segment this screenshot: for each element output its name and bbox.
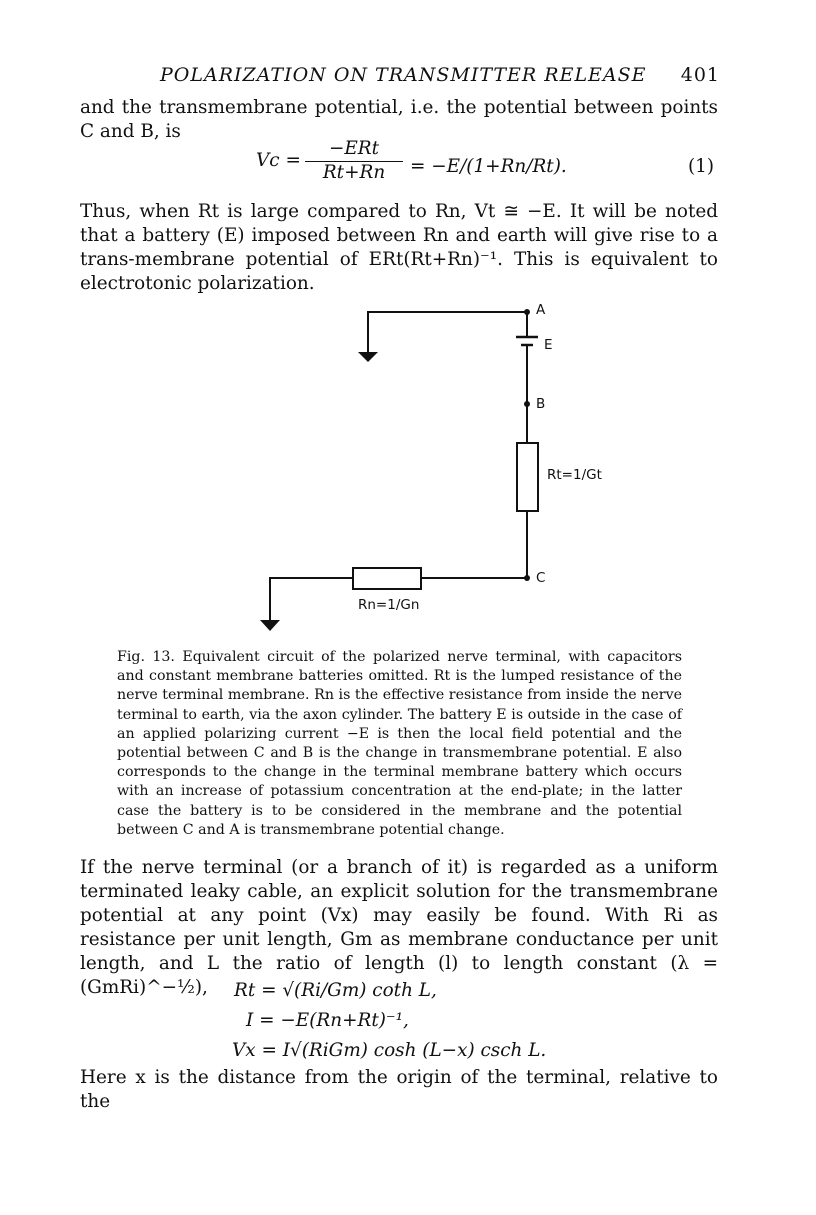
wire-top bbox=[368, 312, 527, 352]
node-b bbox=[524, 401, 530, 407]
paragraph-cable: If the nerve terminal (or a branch of it) is regarded as a uniform terminated leaky cable, an explicit solution for the transmembrane potential at any point (Vx) may easily be found. With Ri as resistance per unit length, Gm as membrane conductance per unit length, and L the ratio of length (l) to length constant (λ = (GmRi)^−½), bbox=[80, 857, 718, 998]
label-resistor-rt: Rt=1/Gt bbox=[547, 467, 602, 483]
paragraph-here: Here x is the distance from the origin of the terminal, relative to the bbox=[80, 1067, 718, 1112]
ground-arrow-bottom bbox=[260, 620, 280, 631]
page-number: 401 bbox=[680, 64, 720, 86]
label-resistor-rn: Rn=1/Gn bbox=[358, 597, 420, 613]
equation-1-rhs: = −E/(1+Rn/Rt). bbox=[410, 156, 567, 177]
ground-arrow-top bbox=[358, 352, 378, 362]
resistor-rt bbox=[517, 443, 538, 511]
label-node-a: A bbox=[536, 302, 546, 318]
label-battery-e: E bbox=[544, 337, 553, 353]
resistor-rn bbox=[353, 568, 421, 589]
equation-vx: Vx = I√(RiGm) cosh (L−x) csch L. bbox=[232, 1040, 547, 1061]
node-c bbox=[524, 575, 530, 581]
equation-current: I = −E(Rn+Rt)⁻¹, bbox=[246, 1010, 409, 1031]
figure-caption: Fig. 13. Equivalent circuit of the polarized nerve terminal, with capacitors and constant membrane batteries omitted. Rt is the lumped resistance of the nerve terminal membrane. Rn is the effective resistance from inside the nerve terminal to earth, via the axon cylinder. The battery E is outside in the case of an applied polarizing current −E is then the local field potential and the potential between C and B is the change in transmembrane potential. E also corresponds to the change in the terminal membrane battery which occurs with an increase of potassium concentration at the end-plate; in the latter case the battery is to be considered in the membrane and the potential between C and A is transmembrane potential change. bbox=[117, 649, 682, 838]
paragraph-thus: Thus, when Rt is large compared to Rn, Vt ≅ −E. It will be noted that a battery (E) imposed between Rn and earth will give rise to a trans-membrane potential of ERt(Rt+Rn)⁻¹. This is equivalent to electrotonic polarization. bbox=[80, 201, 718, 294]
equation-1-denominator: Rt+Rn bbox=[305, 161, 403, 183]
equation-rt: Rt = √(Ri/Gm) coth L, bbox=[234, 980, 437, 1001]
running-title: POLARIZATION ON TRANSMITTER RELEASE bbox=[160, 64, 647, 86]
equation-1-number: (1) bbox=[688, 156, 715, 177]
node-a bbox=[524, 309, 530, 315]
wire-rn-to-ground bbox=[270, 578, 353, 620]
equation-1-lhs: Vc = bbox=[256, 150, 301, 171]
equation-1-numerator: −ERt bbox=[328, 138, 380, 159]
label-node-c: C bbox=[536, 570, 546, 586]
paragraph-intro: and the transmembrane potential, i.e. the potential between points C and B, is bbox=[80, 97, 718, 142]
label-node-b: B bbox=[536, 396, 546, 412]
